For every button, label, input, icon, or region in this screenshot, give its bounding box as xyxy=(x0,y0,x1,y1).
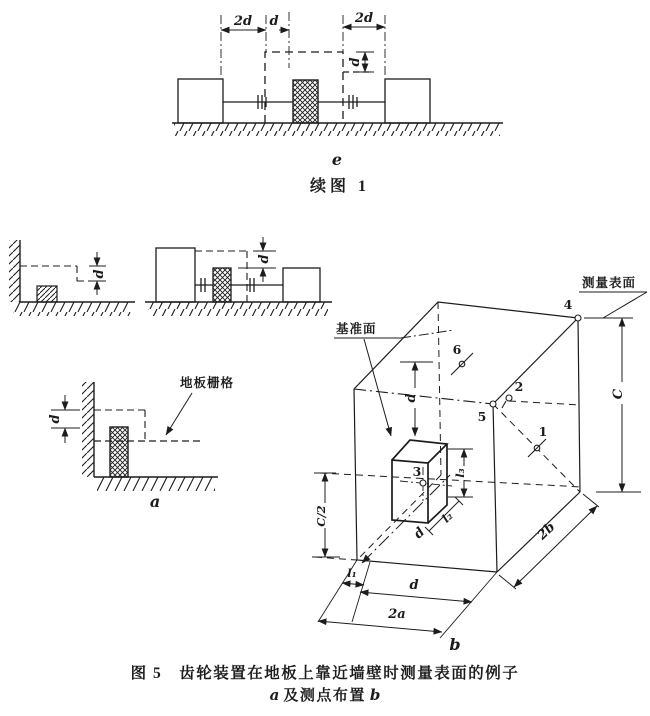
figure-e-gear-between-two-machines xyxy=(170,5,505,197)
measurement-surface-label: 测量表面 xyxy=(582,276,637,290)
dim-2b xyxy=(499,494,599,589)
dim-l2-label: l₂ xyxy=(438,508,456,526)
machine-box-hatched xyxy=(37,286,57,302)
measurement-surface-outline xyxy=(20,266,98,281)
dim-2d-left: 2d xyxy=(233,14,253,29)
shaft-axis-dashdot xyxy=(362,475,450,563)
dim-2a-label: 2a xyxy=(388,607,406,622)
figure-wall-corner xyxy=(5,228,145,324)
floor-grating-leader xyxy=(166,393,192,435)
point-3-label: 3 xyxy=(412,464,422,479)
point-4-marker xyxy=(575,315,581,321)
gear-unit-hatched xyxy=(110,427,128,477)
caption-letter-b: b xyxy=(369,686,381,704)
dim-d-above-label: d xyxy=(404,393,419,403)
measurement-points xyxy=(420,315,581,486)
figure-a-near-wall xyxy=(15,365,250,517)
dim-d-vertical: d xyxy=(348,57,363,67)
continued-figure-caption: 续图 1 xyxy=(309,178,371,195)
figure-e-letter: e xyxy=(331,150,343,169)
figure-caption-line2 xyxy=(0,684,650,705)
point-5-marker xyxy=(490,401,496,407)
dim-C-label: C xyxy=(611,388,626,400)
wall xyxy=(9,240,20,302)
figure-caption-line1: 图 5 齿轮装置在地板上靠近墙壁时测量表面的例子 xyxy=(130,665,520,682)
caption-line2-text: 及测点布置 xyxy=(283,688,366,704)
datum-plane-label: 基准面 xyxy=(336,322,377,336)
ground xyxy=(13,302,135,316)
figure-b-letter: b xyxy=(449,635,461,654)
front-top-edge-dashdot xyxy=(354,389,493,404)
dim-d-center: d xyxy=(269,14,279,29)
point-4-label: 4 xyxy=(563,297,573,312)
dim-d: d xyxy=(48,414,63,424)
point-5-label: 5 xyxy=(477,409,487,424)
dim-2d-right: 2d xyxy=(354,11,374,26)
bottom-extension-lines xyxy=(318,560,497,638)
point-3-marker xyxy=(420,480,426,486)
machine-boxes xyxy=(156,248,320,302)
dim-d: d xyxy=(92,269,107,279)
dim-2b-label: 2b xyxy=(534,519,559,544)
point-1-label: 1 xyxy=(538,424,548,439)
point-2-label: 2 xyxy=(514,379,524,394)
dim-C-half-label: C/2 xyxy=(314,505,328,527)
point-6-label: 6 xyxy=(452,342,462,357)
wall xyxy=(82,382,94,477)
dim-d-bottom-label: d xyxy=(409,578,419,593)
dim-C-right xyxy=(584,318,641,492)
gear-unit-box xyxy=(392,440,447,523)
dim-l3-label: l₃ xyxy=(453,468,467,478)
gear-unit-hatched xyxy=(293,80,318,123)
caption-letter-a: a xyxy=(269,686,280,704)
ground xyxy=(94,477,218,491)
dim-l1-label: l₁ xyxy=(347,566,357,580)
gear-unit-hatched xyxy=(213,268,231,302)
figure-a-letter: a xyxy=(149,492,161,511)
dim-d-axis-label: d xyxy=(411,524,429,543)
measurement-surface-callout xyxy=(579,292,647,318)
figure-b-measurement-box-3d xyxy=(300,270,650,665)
floor-grating-label: 地板栅格 xyxy=(179,376,235,390)
datum-plane-callout xyxy=(334,330,454,436)
dim-d: d xyxy=(257,254,272,264)
ground xyxy=(172,123,503,136)
